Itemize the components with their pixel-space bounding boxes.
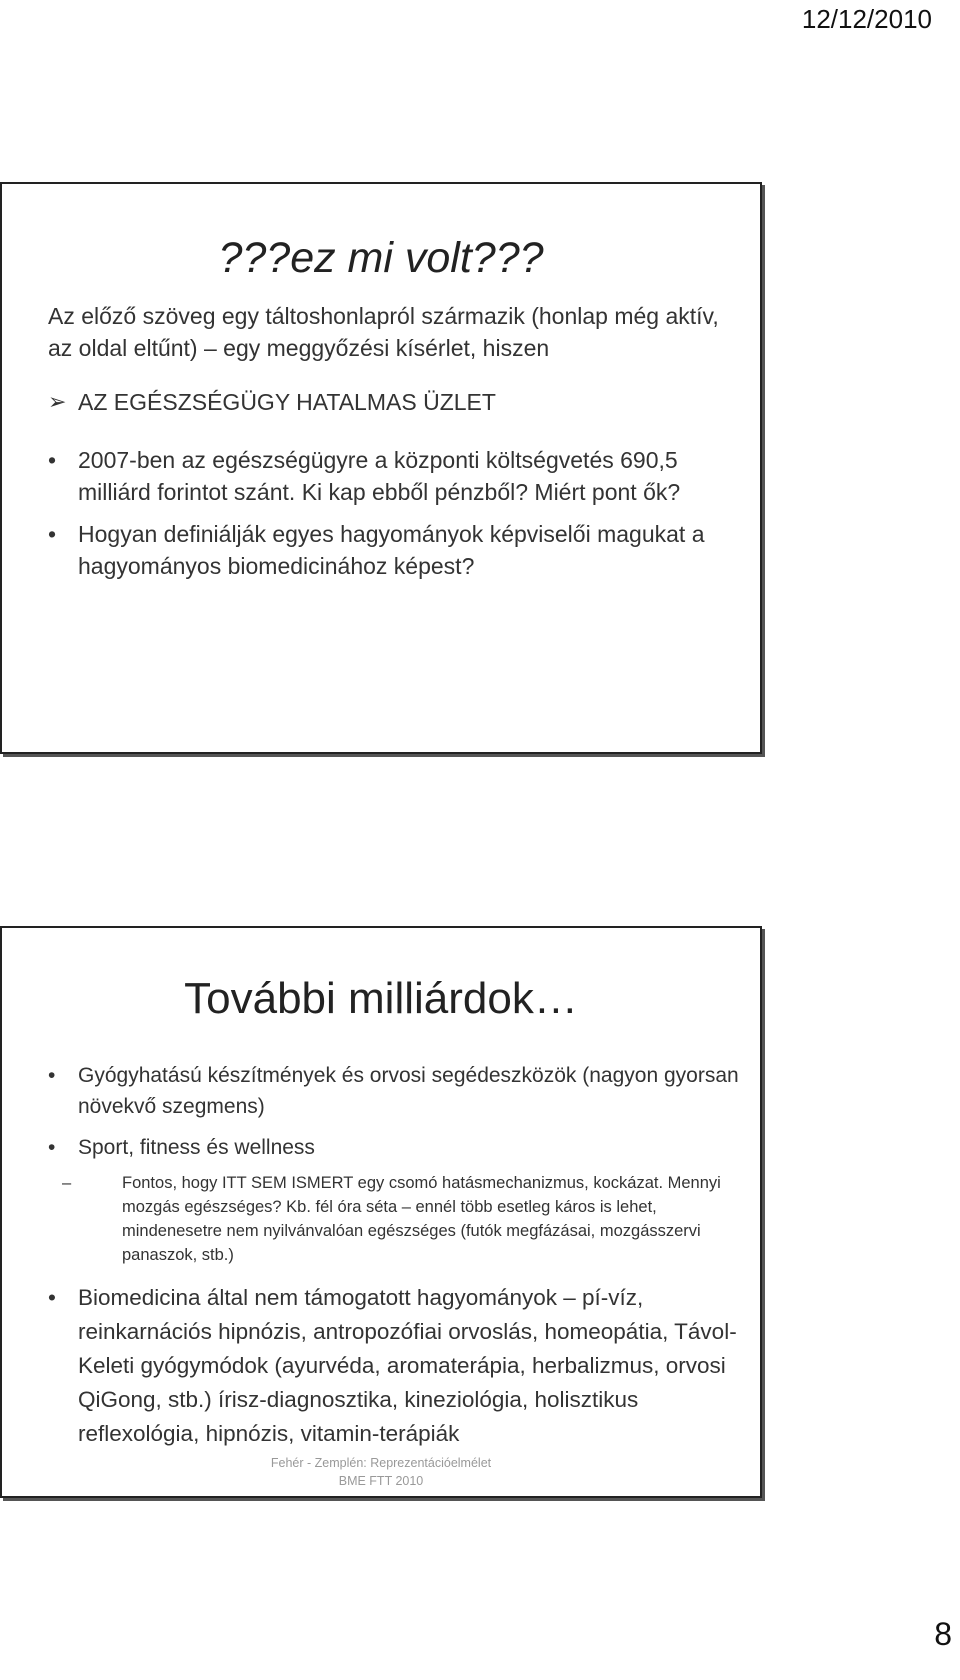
header-date: 12/12/2010 bbox=[801, 4, 932, 34]
bullet-icon: • bbox=[48, 521, 57, 547]
bullet-text: Sport, fitness és wellness bbox=[78, 1136, 315, 1159]
sub-item-text: Fontos, hogy ITT SEM ISMERT egy csomó hatásmechanizmus, kockázat. Mennyi mozgás egészséges? Kb. fél óra séta – ennél több esetleg káros is lehet, mindenesetre nem nyilvánvalóan egészséges (futók megfázásai, mozgásszervi panaszok, stb.) bbox=[122, 1174, 721, 1264]
bullet-item-budget bbox=[48, 444, 746, 508]
slide-1-title: ???ez mi volt??? bbox=[218, 234, 544, 282]
slide-1-intro: Az előző szöveg egy táltoshonlapról származik (honlap még aktív, az oldal eltűnt) – egy meggyőzési kísérlet, hiszen bbox=[48, 303, 719, 361]
bullet-item-products bbox=[48, 1060, 746, 1122]
bullet-icon: • bbox=[48, 1136, 56, 1159]
slide-2-title: További milliárdok… bbox=[184, 974, 578, 1023]
arrow-item-text: AZ EGÉSZSÉGÜGY HATALMAS ÜZLET bbox=[78, 389, 496, 415]
bullet-icon: • bbox=[48, 447, 57, 473]
dash-bullet-icon: – bbox=[62, 1174, 72, 1192]
slide-2-body bbox=[48, 1060, 746, 1461]
sub-list-item bbox=[48, 1171, 746, 1267]
bullet-item-traditions bbox=[48, 518, 746, 582]
bullet-icon: • bbox=[48, 1285, 56, 1310]
footer-line-2: BME FTT 2010 bbox=[338, 1474, 424, 1488]
bullet-text: Hogyan definiálják egyes hagyományok képviselői magukat a hagyományos biomedicinához képest? bbox=[78, 521, 705, 579]
bullet-item-sport bbox=[48, 1132, 746, 1163]
footer-line-1: Fehér - Zemplén: Reprezentációelmélet bbox=[270, 1456, 492, 1470]
page-number: 8 bbox=[934, 1616, 952, 1652]
slide-footer bbox=[2, 1454, 760, 1490]
arrow-list-item bbox=[48, 386, 746, 418]
slide-2 bbox=[0, 926, 762, 1498]
slide-1-body bbox=[48, 300, 746, 582]
slide-1 bbox=[0, 182, 762, 754]
bullet-icon: • bbox=[48, 1064, 56, 1087]
bullet-text: Biomedicina által nem támogatott hagyományok – pí-víz, reinkarnációs hipnózis, antropozófiai orvoslás, homeopátia, Távol-Keleti gyógymódok (ayurvéda, aromaterápia, herbalizmus, orvosi QiGong, stb.) írisz-diagnosztika, kineziológia, holisztikus reflexológia, hipnózis, vitamin-terápiák bbox=[78, 1285, 737, 1446]
bullet-text: Gyógyhatású készítmények és orvosi segédeszközök (nagyon gyorsan növekvő szegmens) bbox=[78, 1064, 739, 1118]
bullet-text: 2007-ben az egészségügyre a központi költségvetés 690,5 milliárd forintot szánt. Ki kap ebből pénzből? Miért pont ők? bbox=[78, 447, 681, 505]
bullet-item-alternative bbox=[48, 1281, 746, 1451]
arrow-bullet-icon: ➢ bbox=[48, 389, 67, 414]
